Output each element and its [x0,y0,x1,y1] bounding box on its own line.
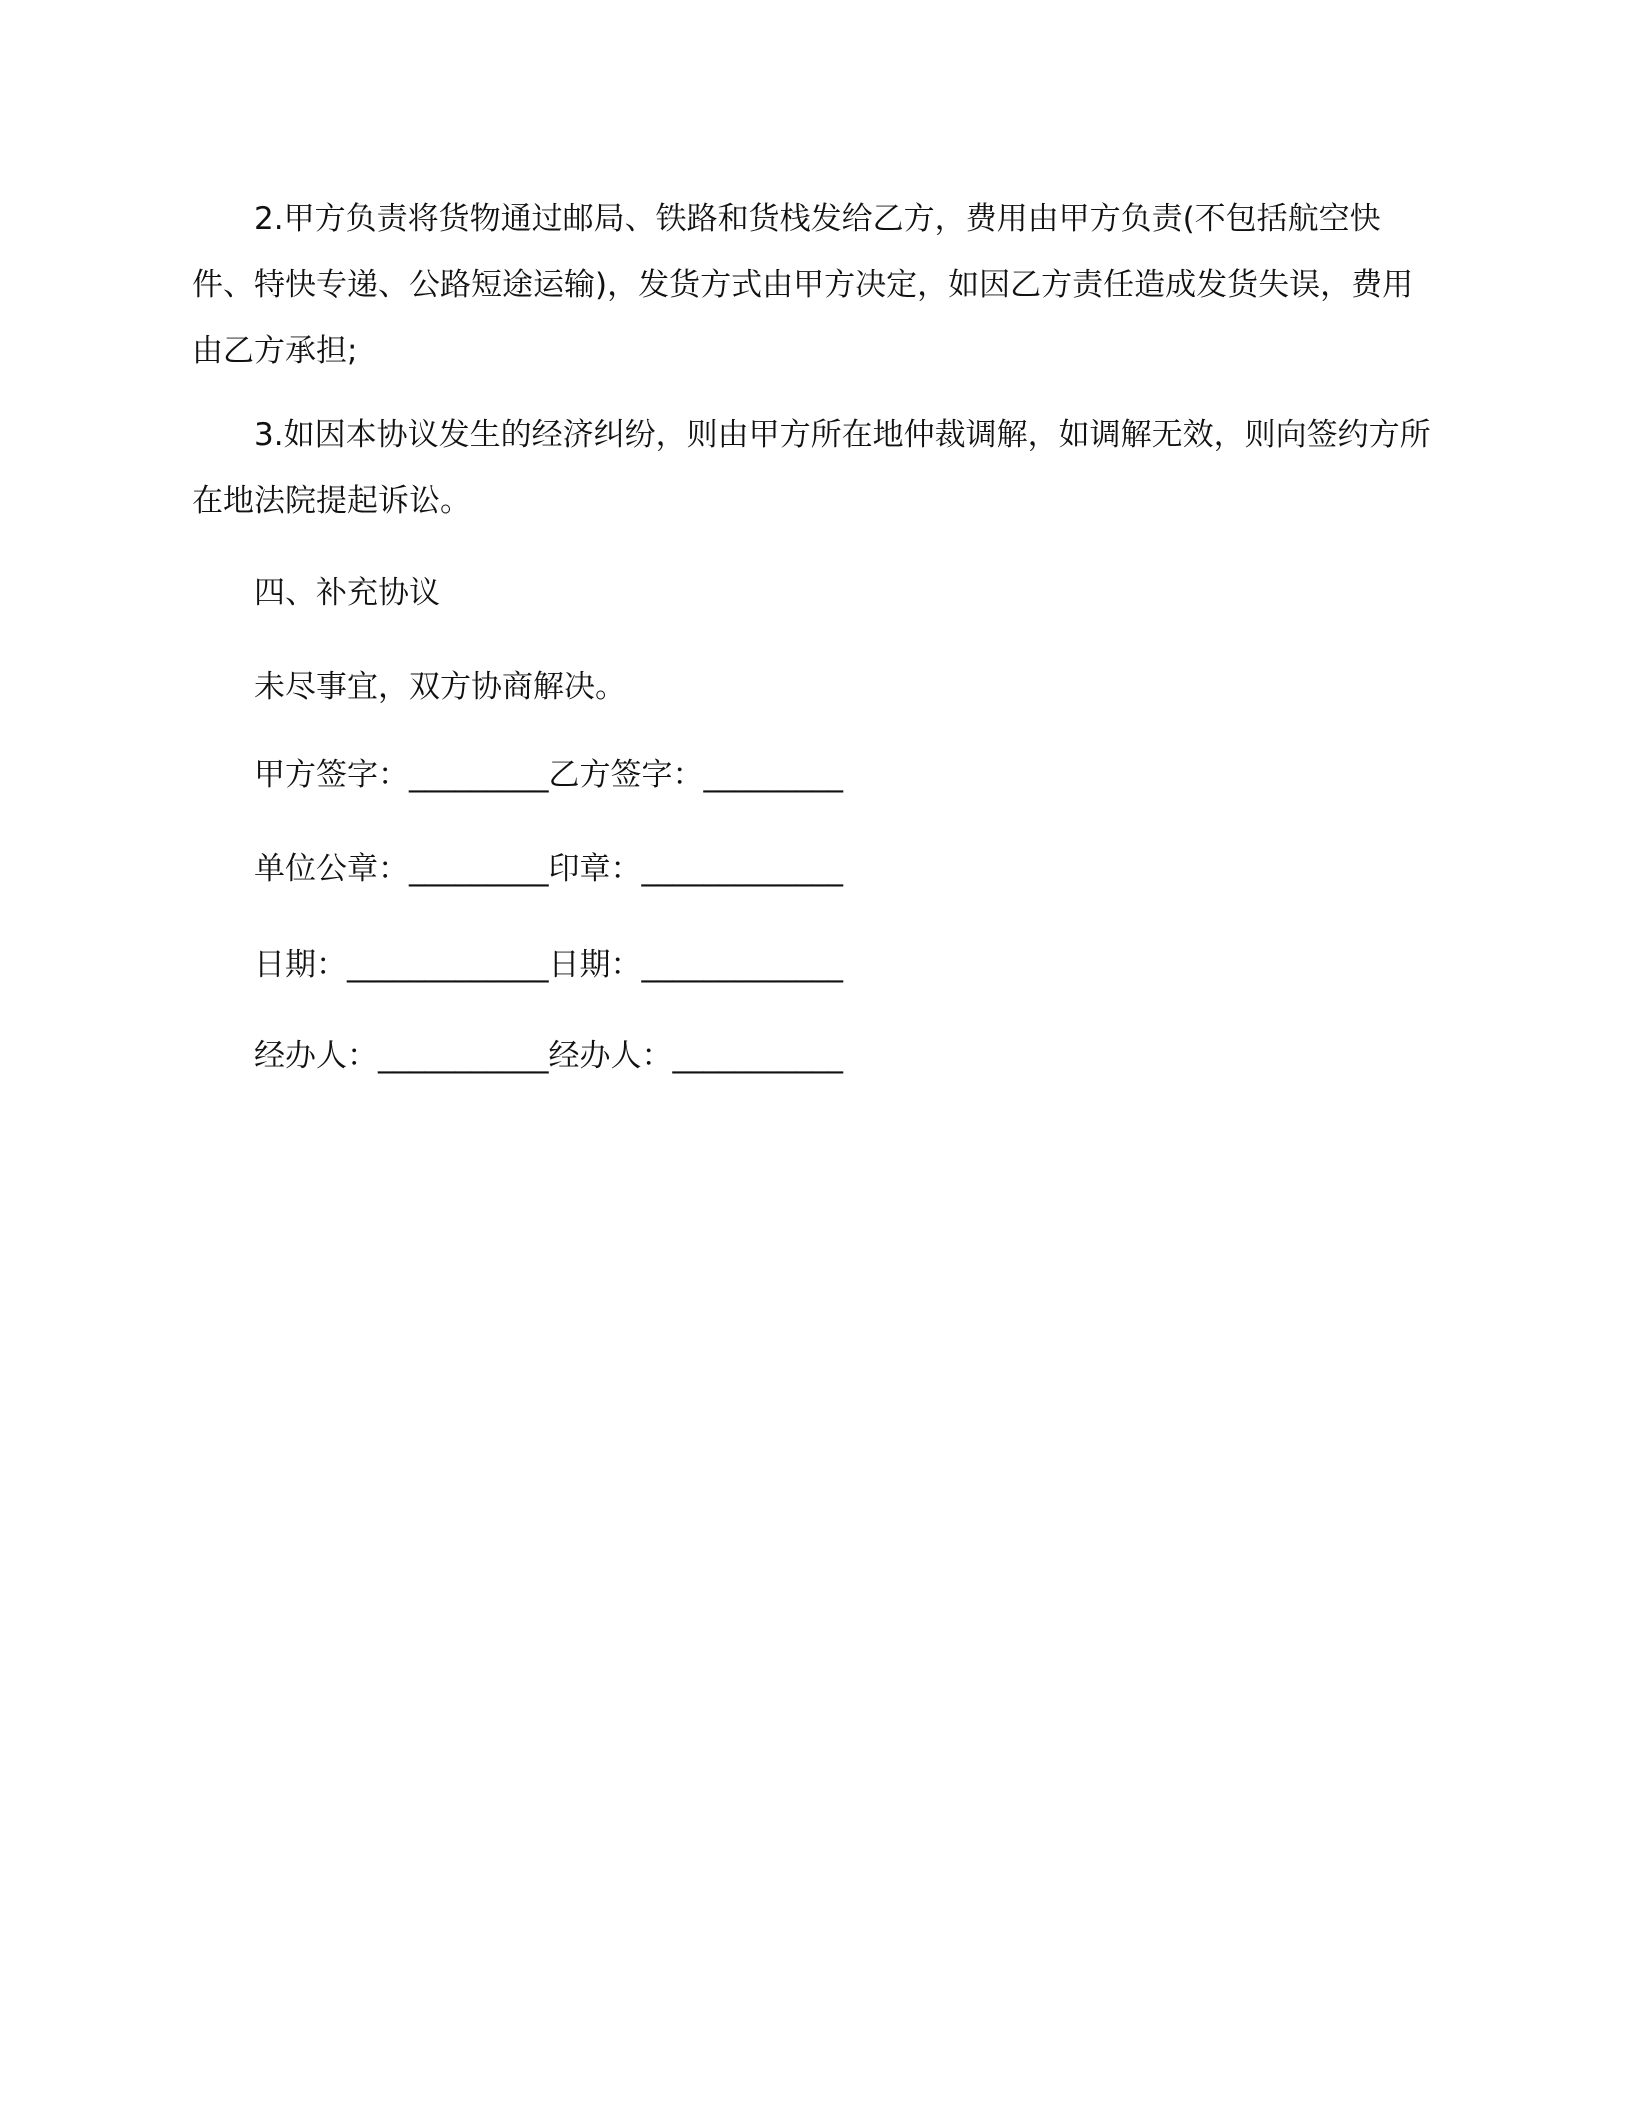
stamp-label: 印章： [548,851,642,887]
party-b-date-label: 日期： [548,947,642,983]
party-a-handler-blank: ___________ [378,1038,549,1074]
unit-seal-blank: _________ [409,851,549,887]
party-a-sign-blank: _________ [409,757,549,793]
section-heading: 四、补充协议 [254,575,440,611]
party-a-date-blank: _____________ [347,947,549,983]
party-b-sign-blank: _________ [703,757,843,793]
party-b-date-blank: _____________ [641,947,843,983]
signature-row-date [254,945,843,985]
clause-2-paragraph: 2.甲方负责将货物通过邮局、铁路和货栈发给乙方，费用由甲方负责(不包括航空快件、特快专递、公路短途运输)，发货方式由甲方决定，如因乙方责任造成发货失误，费用由乙方承担; [192,201,1414,369]
party-a-handler-label: 经办人： [254,1038,378,1074]
clause-3-paragraph: 3.如因本协议发生的经济纠纷，则由甲方所在地仲裁调解，如调解无效，则向签约方所在地法院提起诉讼。 [192,417,1431,519]
party-b-handler-label: 经办人： [548,1038,673,1074]
party-a-sign-label: 甲方签字： [254,757,409,793]
signature-row-seal [254,849,843,889]
party-b-sign-label: 乙方签字： [548,757,704,793]
signature-row-handler [254,1036,843,1076]
stamp-blank: _____________ [641,851,843,887]
unit-seal-label: 单位公章： [254,851,409,887]
party-b-handler-blank: ___________ [672,1038,843,1074]
party-a-date-label: 日期： [254,947,347,983]
signature-row-party-sign [254,755,843,795]
supplement-text: 未尽事宜，双方协商解决。 [254,669,626,705]
